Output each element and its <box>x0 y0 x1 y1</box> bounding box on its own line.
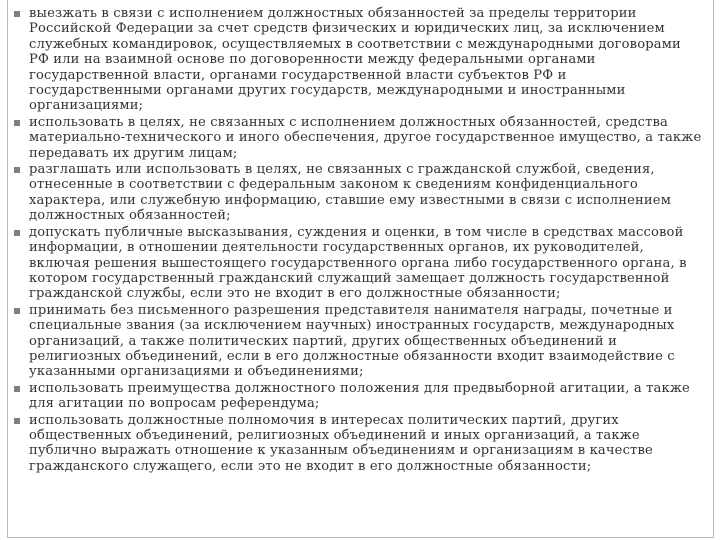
list-item <box>12 381 710 412</box>
text-line: общественных объединений, религиозных объединений и иных организаций, а также <box>29 427 640 443</box>
text-line: принимать без письменного разрешения представителя нанимателя награды, почетные и <box>29 302 673 318</box>
text-line: государственной власти, органами государственной власти субъектов РФ и <box>29 67 567 83</box>
text-line: публично выражать отношение к указанным объединениям и организациям в качестве <box>29 443 653 459</box>
text-line: использовать преимущества должностного положения для предвыборной агитации, а также <box>29 380 690 396</box>
square-bullet-icon <box>14 120 20 126</box>
text-line: передавать их другим лицам; <box>29 145 238 161</box>
text-line: информации, в отношении деятельности государственных органов, их руководителей, <box>29 240 644 256</box>
text-line: служебных командировок, осуществляемых в соответствии с международными договорами <box>29 36 681 52</box>
list-item <box>12 115 710 161</box>
list-item <box>12 6 710 114</box>
text-line: для агитации по вопросам референдума; <box>29 396 320 412</box>
text-line: указанными организациями и объединениями; <box>29 364 364 380</box>
list-item <box>12 225 710 302</box>
text-line: организаций, а также политических партий, других общественных объединений и <box>29 333 617 349</box>
list-item-text <box>29 162 710 224</box>
text-line: должностных обязанностей; <box>29 208 231 224</box>
list-item <box>12 413 710 475</box>
text-line: специальные звания (за исключением научных) иностранных государств, международных <box>29 318 675 334</box>
text-line: допускать публичные высказывания, суждения и оценки, в том числе в средствах массовой <box>29 224 684 240</box>
text-line: отнесенные в соответствии с федеральным законом к сведениям конфиденциального <box>29 177 638 193</box>
text-line: разглашать или использовать в целях, не связанных с гражданской службой, сведения, <box>29 162 655 178</box>
text-line: выезжать в связи с исполнением должностных обязанностей за пределы территории <box>29 6 637 21</box>
text-line: включая решения вышестоящего государственного органа либо государственного органа, в <box>29 255 687 271</box>
prohibitions-list <box>12 6 710 475</box>
text-line: материально-технического и иного обеспечения, другое государственное имущество, а также <box>29 130 702 146</box>
square-bullet-icon <box>14 167 20 173</box>
text-line: использовать должностные полномочия в интересах политических партий, других <box>29 412 619 428</box>
list-item-text <box>29 413 710 475</box>
text-line: организациями; <box>29 98 144 114</box>
text-line: гражданской службы, если это не входит в его должностные обязанности; <box>29 286 561 302</box>
text-line: котором государственный гражданский служащий замещает должность государственной <box>29 270 670 286</box>
text-line: государственными органами других государств, международными и иностранными <box>29 83 626 99</box>
text-line: характера, или служебную информацию, ставшие ему известными в связи с исполнением <box>29 192 672 208</box>
text-line: использовать в целях, не связанных с исполнением должностных обязанностей, средства <box>29 114 668 130</box>
list-item-text <box>29 303 710 380</box>
list-item <box>12 162 710 224</box>
list-item-text <box>29 225 710 302</box>
text-line: религиозных объединений, если в его должностные обязанности входит взаимодействие с <box>29 348 675 364</box>
text-line: Российской Федерации за счет средств физических и юридических лиц, за исключением <box>29 21 665 37</box>
list-item <box>12 303 710 380</box>
list-item-text <box>29 6 710 114</box>
square-bullet-icon <box>14 11 20 17</box>
square-bullet-icon <box>14 418 20 424</box>
square-bullet-icon <box>14 230 20 236</box>
list-item-text <box>29 115 710 161</box>
square-bullet-icon <box>14 386 20 392</box>
list-item-text <box>29 381 710 412</box>
text-line: гражданского служащего, если это не входит в его должностные обязанности; <box>29 458 592 474</box>
text-line: РФ или на взаимной основе по договоренности между федеральными органами <box>29 52 596 68</box>
square-bullet-icon <box>14 308 20 314</box>
